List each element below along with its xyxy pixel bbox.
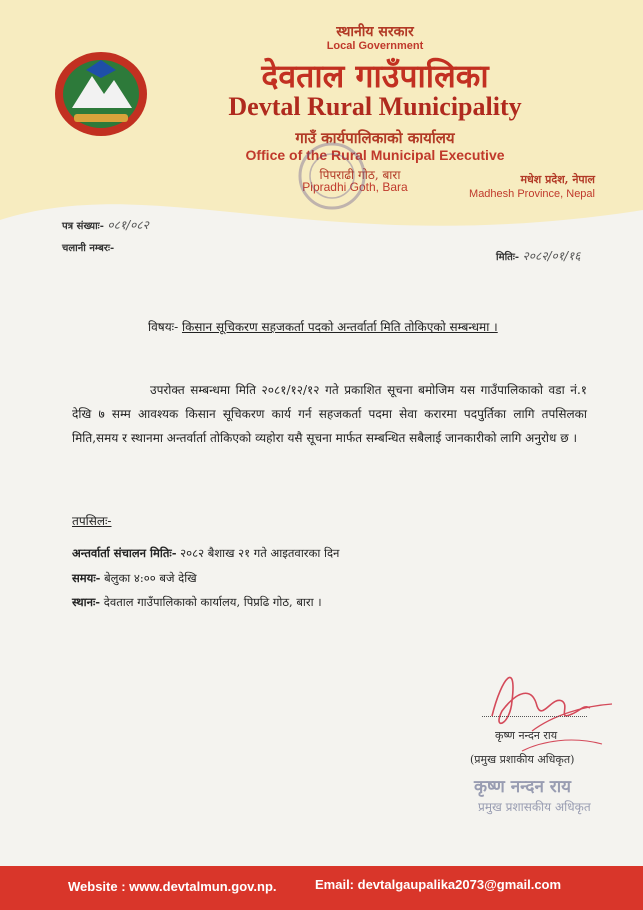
address-en: Pipradhi Goth, Bara [302,180,408,194]
footer-website: Website : www.devtalmun.gov.np. [68,879,277,894]
interview-time-row: समयः- बेलुका ४:०० बजे देखि [72,571,197,585]
dispatch-number: चलानी नम्बरः- [62,243,115,254]
municipality-name-en: Devtal Rural Municipality [228,92,522,121]
interview-date-row: अन्तर्वार्ता संचालन मितिः- २०८२ बैशाख २१ गते आइतवारका दिन [72,546,340,560]
stamp-title: प्रमुख प्रशासकीय अधिकृत [478,800,591,814]
signature-line [482,716,587,717]
office-name-en: Office of the Rural Municipal Executive [245,147,505,163]
body-paragraph: उपरोक्त सम्बन्धमा मिति २०८१/१२/१२ गते प्रकाशित सूचना बमोजिम यस गाउँपालिकाको वडा नं.१ देखि ७ सम्म आवश्यक किसान सूचिकरण कार्य गर्न सहजकर्ता पदमा सेवा करारमा पदपुर्तिका लागि तपसिलका मिति,समय र स्थानमा अन्तर्वार्ता तोकिएको व्यहोरा यसै सूचना मार्फत सम्बन्धित सबैलाई जानकारीको लागि अनुरोध छ । [72,383,587,445]
nepal-emblem-icon [52,48,150,140]
interview-place-row: स्थानः- देवताल गाउँपालिकाको कार्यालय, पिप्रढि गोठ, बारा । [72,595,322,609]
signatory-title: (प्रमुख प्रशाकीय अधिकृत) [470,753,575,766]
office-name-np: गाउँ कार्यपालिकाको कार्यालय [295,129,455,147]
letter-number: पत्र संख्याः- ०८१/०८२ [62,218,149,232]
signatory-name: कृष्ण नन्दन राय [495,729,558,742]
details-heading: तपसिलः- [72,514,112,528]
stamp-name: कृष्ण नन्दन राय [474,777,572,797]
province-np: मधेश प्रदेश, नेपाल [520,173,595,186]
subject-line: विषयः- किसान सूचिकरण सहजकर्ता पदको अन्तर्वार्ता मिति तोकिएको सम्बन्धमा । [148,320,498,334]
address-np: पिपराढी गोठ, बारा [319,168,401,182]
province-en: Madhesh Province, Nepal [469,188,595,200]
letter-date: मितिः- २०८२/०१/१६ [496,249,581,263]
office-stamp-icon [296,140,368,212]
municipality-name-np: देवताल गाउँपालिका [261,57,489,95]
footer-bar [0,866,643,910]
footer-email: Email: devtalgaupalika2073@gmail.com [315,877,562,892]
local-government-en: Local Government [326,40,424,52]
local-government-np: स्थानीय सरकार [336,24,414,40]
